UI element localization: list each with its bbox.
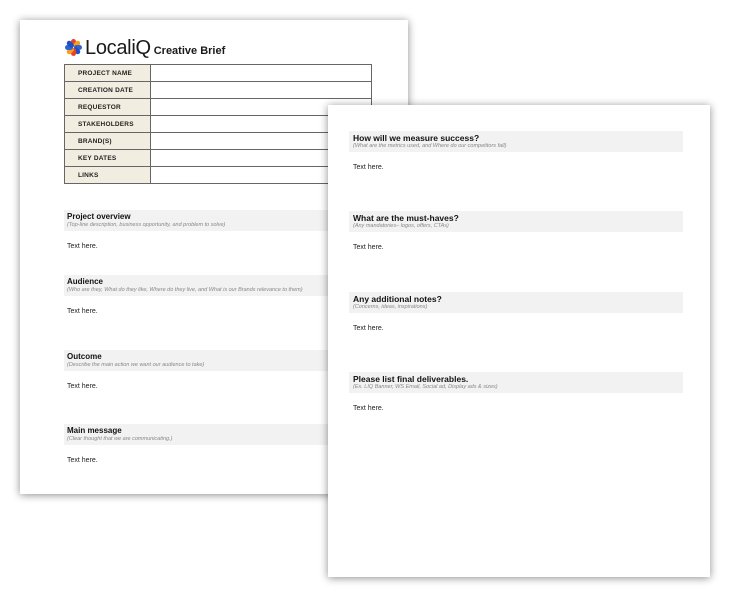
- row-value-field[interactable]: [151, 82, 372, 99]
- localiq-asterisk-icon: [65, 39, 82, 56]
- section-header: [349, 292, 683, 313]
- row-label: BRAND(S): [65, 133, 151, 150]
- document-title: Creative Brief: [153, 45, 226, 57]
- row-value-field[interactable]: [151, 65, 372, 82]
- section-title: Project overview: [67, 212, 131, 221]
- logo-wordmark: LocaliQ: [85, 37, 151, 59]
- row-label: KEY DATES: [65, 150, 151, 167]
- section-title: Main message: [67, 426, 122, 435]
- section-title: How will we measure success?: [353, 133, 480, 143]
- section-header: [349, 131, 683, 152]
- section-body-text[interactable]: Text here.: [67, 308, 98, 315]
- row-label: CREATION DATE: [65, 82, 151, 99]
- table-row: [65, 65, 372, 82]
- brief-page-2: [328, 105, 710, 577]
- section-hint: (Top-line description, business opportunity, and problem to solve): [67, 222, 226, 228]
- table-row: [65, 150, 372, 167]
- section-body-text[interactable]: Text here.: [67, 457, 98, 464]
- section-title: Please list final deliverables.: [353, 374, 469, 384]
- section-header: [349, 211, 683, 232]
- table-row: [65, 116, 372, 133]
- section-hint: (Ex. LIQ Banner, WS Email, Social ad, Display ads & sizes): [353, 384, 498, 390]
- row-label: REQUESTOR: [65, 99, 151, 116]
- section-additional-notes: [349, 292, 683, 332]
- section-title: Audience: [67, 277, 104, 286]
- section-header: [349, 372, 683, 393]
- section-body-text[interactable]: Text here.: [353, 325, 384, 332]
- section-must-haves: [349, 211, 683, 251]
- section-hint: (What are the metrics used, and Where do our competitors fall): [353, 143, 507, 149]
- table-row: [65, 133, 372, 150]
- project-info-table: [64, 64, 372, 184]
- section-title: What are the must-haves?: [353, 213, 459, 223]
- row-label: PROJECT NAME: [65, 65, 151, 82]
- section-title: Any additional notes?: [353, 294, 442, 304]
- section-hint: (Clear thought that we are communicating.): [67, 436, 173, 442]
- table-row: [65, 82, 372, 99]
- table-row: [65, 167, 372, 184]
- section-hint: (Any mandatories– logos, offers, CTAs): [353, 223, 449, 229]
- row-label: STAKEHOLDERS: [65, 116, 151, 133]
- section-body-text[interactable]: Text here.: [353, 164, 384, 171]
- section-body-text[interactable]: Text here.: [67, 243, 98, 250]
- section-hint: (Concerns, ideas, inspirations): [353, 304, 428, 310]
- section-body-text[interactable]: Text here.: [67, 383, 98, 390]
- localiq-logo: [65, 37, 225, 59]
- section-hint: (Who are they, What do they like, Where do they live, and What is our Brands relevance to them): [67, 287, 303, 293]
- table-row: [65, 99, 372, 116]
- section-hint: (Describe the main action we want our audience to take): [67, 362, 205, 368]
- section-title: Outcome: [67, 352, 102, 361]
- section-body-text[interactable]: Text here.: [353, 405, 384, 412]
- row-label: LINKS: [65, 167, 151, 184]
- section-measure-success: [349, 131, 683, 171]
- section-body-text[interactable]: Text here.: [353, 244, 384, 251]
- section-final-deliverables: [349, 372, 683, 412]
